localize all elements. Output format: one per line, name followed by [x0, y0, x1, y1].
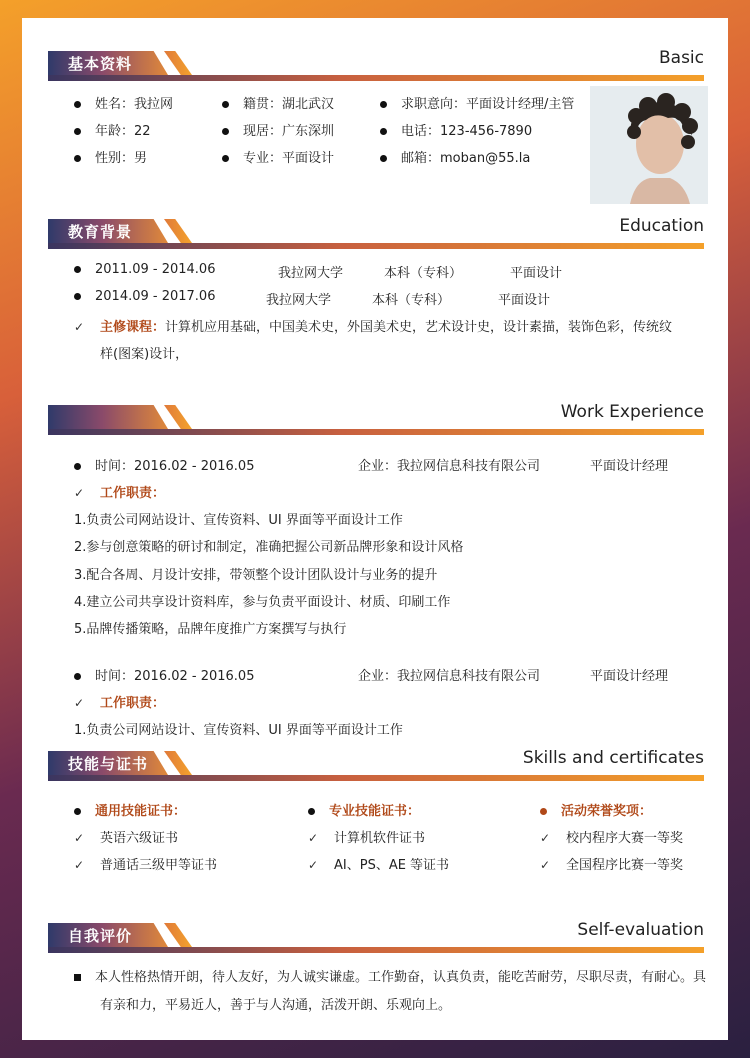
info-hometown: 籍贯：湖北武汉	[222, 93, 334, 112]
section-title-en: Education	[619, 216, 704, 236]
section-underline	[48, 775, 704, 781]
section-slash	[164, 405, 192, 429]
section-slash	[164, 219, 192, 243]
bullet-icon	[74, 266, 81, 273]
bullet-icon	[380, 101, 387, 108]
bullet-icon	[74, 463, 81, 470]
self-eval-line-2: 有亲和力，平易近人，善于与人沟通，活泼开朗、乐观向上。	[100, 998, 452, 1013]
section-title-cn: 基本资料	[68, 55, 133, 73]
check-icon: ✓	[540, 831, 551, 845]
duty-item: 5.品牌传播策略，品牌年度推广方案撰写与执行	[74, 622, 347, 637]
section-title-en: Skills and certificates	[522, 748, 704, 768]
skill-item: ✓ 校内程序大赛一等奖	[540, 831, 684, 846]
duty-label: ✓ 工作职责：	[74, 486, 166, 501]
avatar	[590, 86, 708, 204]
section-title-en: Self-evaluation	[577, 920, 704, 940]
check-icon: ✓	[540, 858, 551, 872]
section-underline	[48, 243, 704, 249]
section-tab	[48, 405, 168, 429]
section-underline	[48, 75, 704, 81]
job-company: 企业：我拉网信息科技有限公司	[358, 459, 541, 474]
job-position: 平面设计经理	[590, 669, 669, 684]
skills-head: 通用技能证书：	[74, 800, 186, 819]
education-major: 平面设计	[510, 266, 563, 281]
section-header-self	[48, 914, 704, 954]
bullet-icon	[380, 155, 387, 162]
bullet-icon	[540, 808, 547, 815]
section-slash	[164, 751, 192, 775]
section-header-skills	[48, 742, 704, 782]
skills-head: 活动荣誉奖项：	[540, 800, 652, 819]
bullet-icon	[222, 128, 229, 135]
job-time: 时间：2016.02 - 2016.05	[74, 455, 254, 474]
bullet-icon	[74, 293, 81, 300]
bullet-icon	[74, 673, 81, 680]
duty-label: ✓ 工作职责：	[74, 696, 166, 711]
duty-item: 3.配合各周、月设计安排，带领整个设计团队设计与业务的提升	[74, 568, 438, 583]
education-major: 平面设计	[498, 293, 551, 308]
info-age: 年龄：22	[74, 120, 151, 139]
resume-page	[22, 18, 728, 1040]
section-underline	[48, 947, 704, 953]
square-bullet-icon	[74, 974, 81, 981]
bullet-icon	[74, 128, 81, 135]
skill-item: ✓ 英语六级证书	[74, 831, 179, 846]
education-degree: 本科（专科）	[372, 293, 451, 308]
info-phone: 电话：123-456-7890	[380, 120, 532, 139]
skill-item: ✓ 全国程序比赛一等奖	[540, 858, 684, 873]
courses-line-2: 样(图案)设计，	[100, 347, 189, 362]
duty-item: 1.负责公司网站设计、宣传资料、UI 界面等平面设计工作	[74, 723, 403, 738]
section-header-work	[48, 396, 704, 436]
check-icon: ✓	[74, 831, 85, 845]
duty-item: 2.参与创意策略的研讨和制定，准确把握公司新品牌形象和设计风格	[74, 540, 464, 555]
duty-item: 1.负责公司网站设计、宣传资料、UI 界面等平面设计工作	[74, 513, 403, 528]
education-row: 2014.09 - 2017.06	[74, 289, 215, 304]
courses-line: ✓ 主修课程：计算机应用基础，中国美术史，外国美术史，艺术设计史，设计素描，装饰色彩，传统纹	[74, 320, 673, 335]
section-title-en: Work Experience	[560, 402, 704, 422]
duty-item: 4.建立公司共享设计资料库，参与负责平面设计、材质、印刷工作	[74, 595, 451, 610]
section-title-cn: 技能与证书	[68, 755, 149, 773]
bullet-icon	[74, 808, 81, 815]
education-degree: 本科（专科）	[384, 266, 463, 281]
check-icon: ✓	[74, 696, 85, 710]
info-intention: 求职意向：平面设计经理/主管	[380, 93, 574, 112]
bullet-icon	[380, 128, 387, 135]
job-position: 平面设计经理	[590, 459, 669, 474]
check-icon: ✓	[74, 486, 85, 500]
info-name: 姓名：我拉网	[74, 93, 173, 112]
bullet-icon	[74, 101, 81, 108]
info-gender: 性别：男	[74, 147, 147, 166]
skill-item: ✓ 计算机软件证书	[308, 831, 426, 846]
info-major: 专业：平面设计	[222, 147, 334, 166]
section-slash	[164, 51, 192, 75]
education-school: 我拉网大学	[266, 293, 332, 308]
skill-item: ✓ 普通话三级甲等证书	[74, 858, 218, 873]
section-title-cn: 自我评价	[68, 927, 133, 945]
bullet-icon	[222, 155, 229, 162]
section-underline	[48, 429, 704, 435]
check-icon: ✓	[308, 858, 319, 872]
bullet-icon	[74, 155, 81, 162]
self-eval-line: 本人性格热情开朗，待人友好，为人诚实谦虚。工作勤奋，认真负责，能吃苦耐劳，尽职尽责，有耐心。具	[74, 966, 706, 985]
check-icon: ✓	[74, 858, 85, 872]
skill-item: ✓ AI、PS、AE 等证书	[308, 858, 450, 873]
job-company: 企业：我拉网信息科技有限公司	[358, 669, 541, 684]
education-school: 我拉网大学	[278, 266, 344, 281]
check-icon: ✓	[74, 320, 85, 334]
section-slash	[164, 923, 192, 947]
education-row: 2011.09 - 2014.06	[74, 262, 215, 277]
section-header-basic	[48, 42, 704, 82]
check-icon: ✓	[308, 831, 319, 845]
skills-head: 专业技能证书：	[308, 800, 420, 819]
bullet-icon	[308, 808, 315, 815]
section-title-cn: 教育背景	[68, 223, 133, 241]
job-time: 时间：2016.02 - 2016.05	[74, 665, 254, 684]
info-residence: 现居：广东深圳	[222, 120, 334, 139]
bullet-icon	[222, 101, 229, 108]
section-header-education	[48, 210, 704, 250]
section-title-en: Basic	[658, 48, 704, 68]
info-email: 邮箱：moban@55.la	[380, 147, 530, 166]
